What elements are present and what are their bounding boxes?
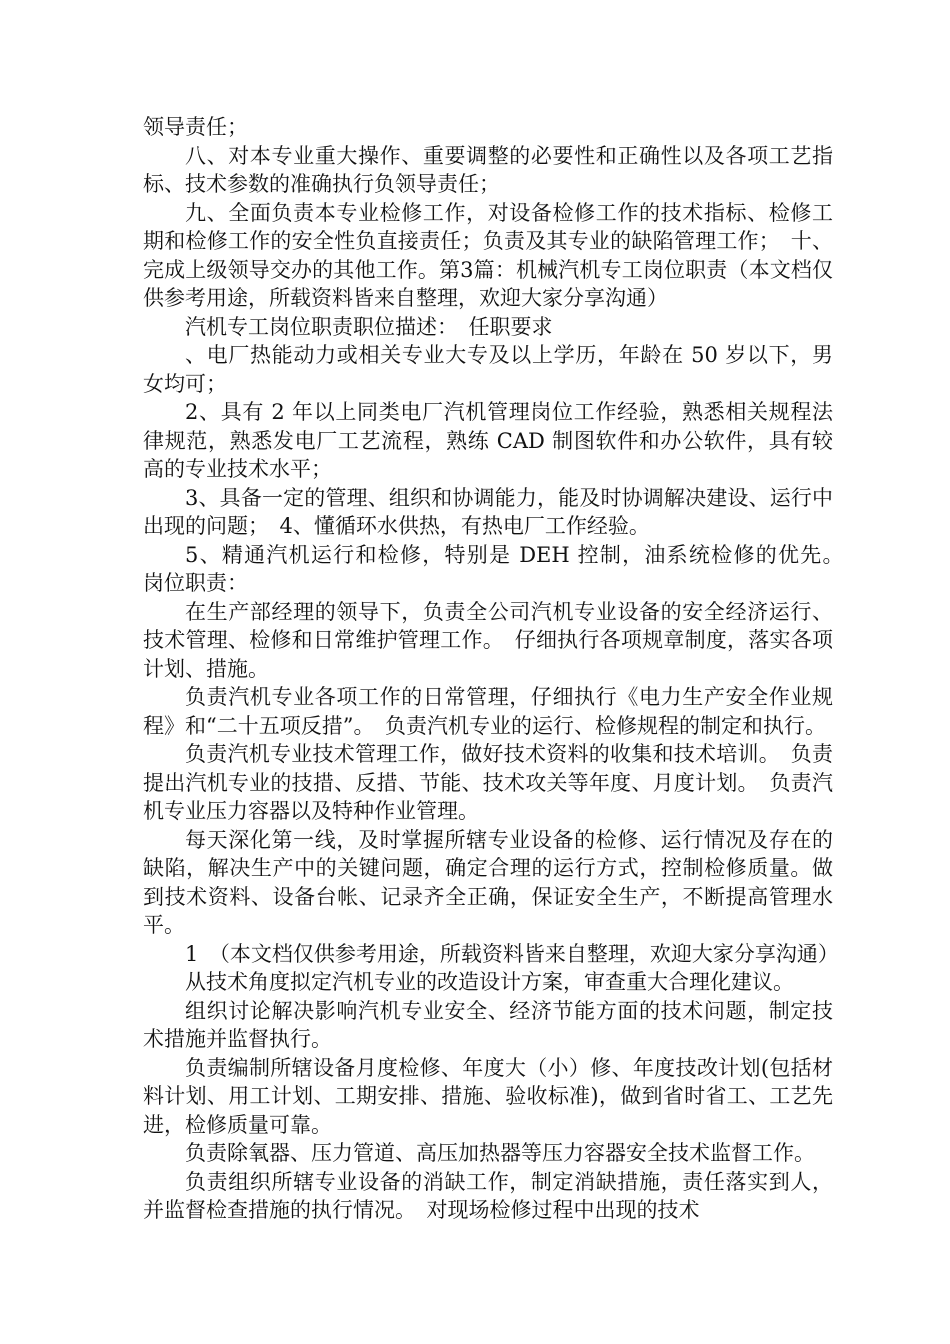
paragraph: 负责汽机专业技术管理工作，做好技术资料的收集和技术培训。 负责提出汽机专业的技措、反措、节能、技术攻关等年度、月度计划。 负责汽机专业压力容器以及特种作业管理。 xyxy=(143,742,833,823)
paragraph: 负责汽机专业各项工作的日常管理，仔细执行《电力生产安全作业规程》和“二十五项反措”。 负责汽机专业的运行、检修规程的制定和执行。 xyxy=(143,685,833,738)
paragraph: 2、具有 2 年以上同类电厂汽机管理岗位工作经验，熟悉相关规程法律规范，熟悉发电厂工艺流程，熟练 CAD 制图软件和办公软件，具有较高的专业技术水平； xyxy=(143,400,833,481)
paragraph: 领导责任； xyxy=(143,115,248,139)
paragraph: 组织讨论解决影响汽机专业安全、经济节能方面的技术问题，制定技术措施并监督执行。 xyxy=(143,998,833,1051)
paragraph: 负责组织所辖专业设备的消缺工作，制定消缺措施，责任落实到人，并监督检查措施的执行情况。 对现场检修过程中出现的技术 xyxy=(143,1169,833,1222)
paragraph: 、电厂热能动力或相关专业大专及以上学历，年龄在 50 岁以下，男女均可； xyxy=(143,343,833,396)
paragraph: 3、具备一定的管理、组织和协调能力，能及时协调解决建设、运行中出现的问题； 4、懂循环水供热，有热电厂工作经验。 xyxy=(143,485,833,538)
paragraph: 负责编制所辖设备月度检修、年度大（小）修、年度技改计划(包括材料计划、用工计划、工期安排、措施、验收标准)，做到省时省工、工艺先进，检修质量可靠。 xyxy=(143,1055,833,1137)
paragraph: 负责除氧器、压力管道、高压加热器等压力容器安全技术监督工作。 xyxy=(185,1141,815,1165)
document-body xyxy=(143,113,854,1225)
paragraph: 汽机专工岗位职责职位描述： 任职要求 xyxy=(185,314,553,339)
paragraph: 九、全面负责本专业检修工作，对设备检修工作的技术指标、检修工期和检修工作的安全性负直接责任；负责及其专业的缺陷管理工作； 十、完成上级领导交办的其他工作。第3篇：机械汽机专工岗位职责（本文档仅供参考用途，所载资料皆来自整理，欢迎大家分享沟通） xyxy=(143,200,833,310)
paragraph: 每天深化第一线，及时掌握所辖专业设备的检修、运行情况及存在的缺陷，解决生产中的关键问题，确定合理的运行方式，控制检修质量。做到技术资料、设备台帐、记录齐全正确，保证安全生产，不断提高管理水平。 xyxy=(143,827,833,937)
paragraph: 在生产部经理的领导下，负责全公司汽机专业设备的安全经济运行、技术管理、检修和日常维护管理工作。 仔细执行各项规章制度，落实各项计划、措施。 xyxy=(143,599,833,681)
paragraph: 1 （本文档仅供参考用途，所载资料皆来自整理，欢迎大家分享沟通） xyxy=(185,941,839,966)
paragraph: 从技术角度拟定汽机专业的改造设计方案，审查重大合理化建议。 xyxy=(185,970,794,994)
paragraph: 八、对本专业重大操作、重要调整的必要性和正确性以及各项工艺指标、技术参数的准确执行负领导责任； xyxy=(143,143,833,196)
paragraph: 5、精通汽机运行和检修，特别是 DEH 控制，油系统检修的优先。 岗位职责： xyxy=(143,542,854,595)
